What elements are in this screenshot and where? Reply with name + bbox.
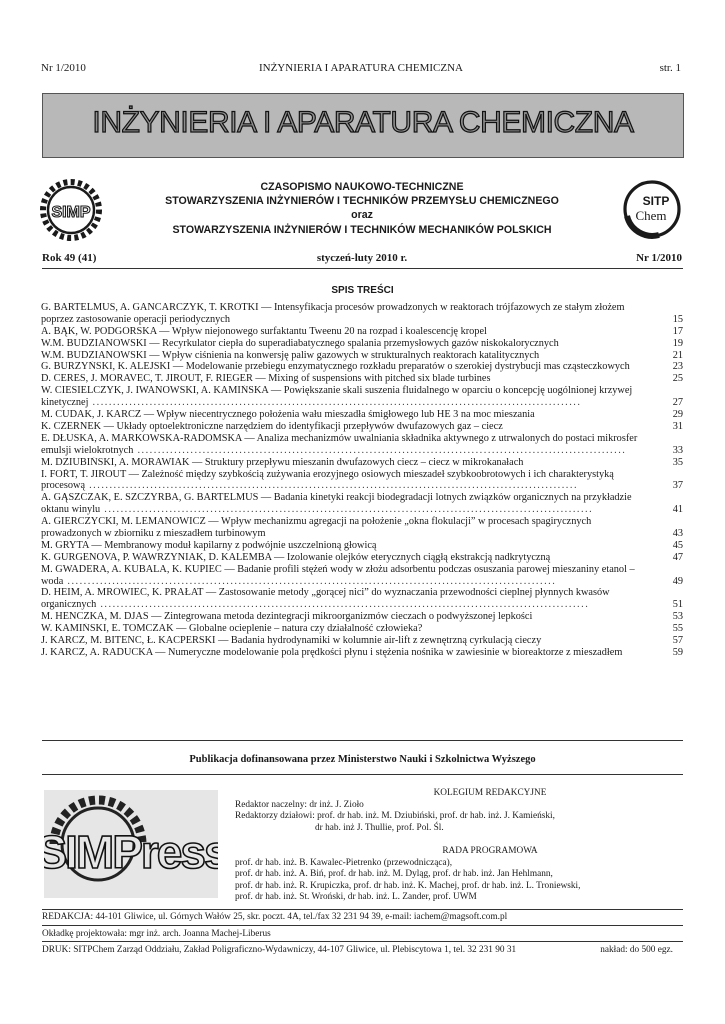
toc-entry-text: D. HEIM, A. MRÓWIEC, K. PRAŁAT — Zastosowanie metody „gorącej nici” do wyznaczania przewodności cieplnej płynnych kwasów organicznych ........................................................................................................................ bbox=[41, 587, 610, 611]
dot-leader: ........................................................................................................................ bbox=[85, 480, 579, 492]
toc-entry bbox=[41, 587, 683, 611]
toc-entry-page: 23 bbox=[672, 361, 683, 373]
journal-running-title: INŻYNIERIA I APARATURA CHEMICZNA bbox=[258, 62, 464, 74]
cover-designer: Okładkę projektowała: mgr inż. arch. Joanna Machej-Liberus bbox=[42, 929, 271, 939]
toc-entry-text: M. HENCZKA, M. DJAS — Zintegrowana metoda dezintegracji mikroorganizmów cieczach o podwyższonej lepkości bbox=[41, 611, 533, 623]
council-member-line: prof. dr hab. inż. A. Biń, prof. dr hab. inż. M. Dyląg, prof. dr hab. inż. Jan Hehlmann, bbox=[235, 869, 553, 879]
redakcja-address: REDAKCJA: 44-101 Gliwice, ul. Górnych Wałów 25, skr. poczt. 4A, tel./fax 32 231 94 39, e-mail: iachem@magsoft.com.pl bbox=[42, 912, 508, 922]
toc-entry-text: D. CERES, J. MORAVEC, T. JIROUT, F. RIEGER — Mixing of suspensions with pitched six blade turbines bbox=[41, 373, 491, 385]
toc-entry bbox=[41, 385, 683, 409]
issue-date: styczeń-luty 2010 r. bbox=[316, 252, 408, 264]
toc-entry-page: 21 bbox=[672, 349, 683, 361]
toc-entry-page: 45 bbox=[672, 539, 683, 551]
simp-logo bbox=[40, 168, 102, 252]
toc-entry-text: W. CIESIELCZYK, J. IWANOWSKI, A. KAMIŃSKA — Powiększanie skali suszenia fluidalnego w oparciu o koncepcję uogólnionej krzywej kinetycznej ........................................................................................................................ bbox=[41, 385, 633, 409]
publisher-line-4: STOWARZYSZENIA INŻYNIERÓW I TECHNIKÓW MECHANIKÓW POLSKICH bbox=[172, 223, 552, 236]
sitp-chem-logo bbox=[621, 178, 683, 240]
toc-entry bbox=[41, 373, 683, 385]
toc-entry-text: W.M. BUDZIANOWSKI — Wpływ ciśnienia na konwersję paliw gazowych w strukturalnych reaktorach katalitycznych bbox=[41, 349, 540, 361]
board-title: KOLEGIUM REDAKCYJNE bbox=[433, 788, 547, 798]
toc-entry-page: 55 bbox=[672, 623, 683, 635]
chief-editor: Redaktor naczelny: dr inż. J. Zioło bbox=[235, 799, 364, 810]
simpress-logo bbox=[44, 790, 218, 898]
toc-entry-text: G. BURZYŃSKI, K. ALEJSKI — Modelowanie przebiegu enzymatycznego rozkładu preparatów o szerokiej dystrybucji mas cząsteczkowych bbox=[41, 361, 630, 373]
toc-entry-page: 49 bbox=[672, 575, 683, 587]
toc-entry bbox=[41, 457, 683, 469]
divider bbox=[42, 774, 683, 775]
toc-entry-page: 59 bbox=[672, 646, 683, 658]
toc-entry-text: M. GWADERA, A. KUBALA, K. KUPIEC — Badanie profili stężeń wody w złożu adsorbentu podczas osuszania parowej mieszaniny etanol – woda ........................................................................................................................ bbox=[41, 563, 635, 587]
toc-entry-page: 27 bbox=[672, 397, 683, 409]
section-editors-cont: dr hab. inż J. Thullie, prof. Pol. Śl. bbox=[315, 822, 444, 833]
title-banner bbox=[42, 93, 684, 158]
print-run: nakład: do 500 egz. bbox=[600, 945, 673, 955]
divider bbox=[42, 268, 683, 269]
toc-entry bbox=[41, 326, 683, 338]
toc-entry-page: 53 bbox=[672, 611, 683, 623]
toc-heading: SPIS TREŚCI bbox=[331, 285, 394, 296]
toc-entry-text: J. KARCZ, A. RADUCKA — Numeryczne modelowanie pola prędkości płynu i stężenia nośnika w zawiesinie w bioreaktorze z mieszadłem bbox=[41, 646, 623, 658]
toc-entry bbox=[41, 540, 683, 552]
editorial-board bbox=[235, 788, 685, 904]
publisher-block bbox=[120, 180, 604, 237]
journal-title: INŻYNIERIA I APARATURA CHEMICZNA bbox=[92, 106, 634, 139]
toc-entry-page: 33 bbox=[672, 444, 683, 456]
toc-entry bbox=[41, 647, 683, 659]
toc-entry-page: 15 bbox=[672, 313, 683, 325]
toc-entry-text: G. BARTELMUS, A. GANCARCZYK, T. KRÓTKI — Intensyfikacja procesów prowadzonych w reaktorach trójfazowych ze stałym złożem poprzez zastosowanie operacji periodycznych bbox=[41, 302, 625, 325]
toc-entry bbox=[41, 623, 683, 635]
funding-note: Publikacja dofinansowana przez Ministerstwo Nauki i Szkolnictwa Wyższego bbox=[189, 754, 536, 765]
simpress-text: SIMPress bbox=[44, 826, 218, 878]
toc-entry-text: W.M. BUDZIANOWSKI — Recyrkulator ciepła do superadiabatycznego spalania przemysłowych gazów niskokalorycznych bbox=[41, 337, 559, 349]
page-number: str. 1 bbox=[659, 62, 681, 74]
toc-entry bbox=[41, 469, 683, 493]
issue-number: Nr 1/2010 bbox=[636, 252, 682, 264]
toc-entry-text: W. KAMIŃSKI, E. TOMCZAK — Globalne ocieplenie – natura czy działalność człowieka? bbox=[41, 623, 423, 635]
toc-entry-page: 17 bbox=[672, 325, 683, 337]
toc-entry bbox=[41, 350, 683, 362]
simp-logo-text: SIMP bbox=[51, 204, 91, 221]
chem-text: Chem bbox=[635, 208, 667, 223]
divider bbox=[42, 909, 683, 910]
issue-number-top: Nr 1/2010 bbox=[41, 62, 86, 74]
table-of-contents bbox=[41, 302, 683, 659]
toc-entry-page: 35 bbox=[672, 456, 683, 468]
toc-entry bbox=[41, 409, 683, 421]
toc-entry-text: I. FOŘT, T. JIROUT — Zależność między szybkością zużywania erozyjnego osiowych mieszadeł szybkoobrotowych i ich charakterystyką procesową ........................................................................................................................ bbox=[41, 468, 614, 492]
printer: DRUK: SITPChem Zarząd Oddziału, Zakład Poligraficzno-Wydawniczy, 44-107 Gliwice, ul. Plebiscytowa 1, tel. 32 231 90 31 bbox=[42, 945, 517, 955]
divider bbox=[42, 941, 683, 942]
toc-entry-text: M. CUDAK, J. KARCZ — Wpływ niecentrycznego położenia wału mieszadła śmigłowego lub HE 3 na moc mieszania bbox=[41, 409, 535, 421]
toc-entry bbox=[41, 516, 683, 540]
toc-entry-text: E. DŁUSKA, A. MARKOWSKA-RADOMSKA — Analiza mechanizmów uwalniania składnika aktywnego z utrwalonych do postaci mikrosfer emulsji wielokrotnych ........................................................................................................................ bbox=[41, 432, 638, 456]
toc-entry-text: M. GRYTA — Membranowy moduł kapilarny z podwójnie uszczelnioną głowicą bbox=[41, 539, 377, 551]
toc-entry bbox=[41, 302, 683, 326]
toc-entry-text: A. GĄSZCZAK, E. SZCZYRBA, G. BARTELMUS — Badania kinetyki reakcji biodegradacji lotnych związków organicznych na przykładzie oktanu winylu ........................................................................................................................ bbox=[41, 492, 632, 516]
dot-leader: ........................................................................................................................ bbox=[63, 575, 557, 587]
toc-entry-page: 29 bbox=[672, 409, 683, 421]
divider bbox=[42, 925, 683, 926]
toc-entry bbox=[41, 552, 683, 564]
toc-entry-text: K. GURGENOVA, P. WAWRZYNIAK, D. KALEMBA — Izolowanie olejków eterycznych ciągłą ekstrakcją nadkrytyczną bbox=[41, 551, 551, 563]
dot-leader: ........................................................................................................................ bbox=[133, 444, 627, 456]
dot-leader: ........................................................................................................................ bbox=[96, 599, 590, 611]
toc-entry-page: 31 bbox=[672, 420, 683, 432]
toc-entry-page: 41 bbox=[672, 504, 683, 516]
toc-entry-page: 51 bbox=[672, 599, 683, 611]
toc-entry bbox=[41, 611, 683, 623]
toc-entry-page: 37 bbox=[672, 480, 683, 492]
toc-entry-text: M. DZIUBIŃSKI, A. MORAWIAK — Struktury przepływu mieszanin dwufazowych ciecz – ciecz w mikrokanałach bbox=[41, 456, 524, 468]
issue-line bbox=[42, 252, 682, 266]
divider bbox=[42, 740, 683, 741]
council-title: RADA PROGRAMOWA bbox=[442, 846, 538, 856]
toc-entry-text: K. CZERNEK — Układy optoelektroniczne narzędziem do identyfikacji przepływów dwufazowych gaz – ciecz bbox=[41, 420, 503, 432]
toc-entry bbox=[41, 564, 683, 588]
council-member-line: prof. dr hab. inż. R. Krupiczka, prof. dr hab. inż. K. Machej, prof. dr hab. inż. L. Troniewski, bbox=[235, 880, 581, 891]
toc-entry bbox=[41, 361, 683, 373]
publisher-line-3: oraz bbox=[351, 209, 373, 222]
sitp-text: SITP bbox=[642, 194, 670, 208]
toc-entry bbox=[41, 338, 683, 350]
toc-entry-text: J. KARCZ, M. BITENC, Ł. KACPERSKI — Badania hydrodynamiki w kolumnie air-lift z zewnętrzną cyrkulacją cieczy bbox=[41, 635, 542, 647]
volume-year: Rok 49 (41) bbox=[42, 252, 97, 264]
print-line bbox=[42, 945, 683, 955]
toc-entry-page: 19 bbox=[672, 337, 683, 349]
toc-entry-page: 25 bbox=[672, 373, 683, 385]
publisher-line-2: STOWARZYSZENIA INŻYNIERÓW I TECHNIKÓW PRZEMYSŁU CHEMICZNEGO bbox=[165, 195, 559, 208]
toc-entry bbox=[41, 433, 683, 457]
council-member-line: prof. dr hab. inż. B. Kawalec-Pietrenko (przewodnicząca), bbox=[235, 857, 453, 868]
toc-entry bbox=[41, 421, 683, 433]
dot-leader: ........................................................................................................................ bbox=[88, 397, 582, 409]
council-member-line: prof. dr hab. inż. St. Wroński, dr hab. inż. L. Zander, prof. UWM bbox=[235, 892, 477, 902]
toc-entry bbox=[41, 635, 683, 647]
toc-entry-text: A. GIERCZYCKI, M. LEMANOWICZ — Wpływ mechanizmu agregacji na położenie „okna flokulacji” w procesach spagirycznych prowadzonych w zbiorniku z mieszadłem turbinowym bbox=[41, 516, 592, 540]
publisher-line-1: CZASOPISMO NAUKOWO-TECHNICZNE bbox=[260, 181, 464, 193]
toc-entry-page: 47 bbox=[672, 551, 683, 563]
dot-leader: ........................................................................................................................ bbox=[100, 504, 594, 516]
toc-entry-page: 57 bbox=[672, 635, 683, 647]
toc-entry-text: A. BĄK, W. PODGÓRSKA — Wpływ niejonowego surfaktantu Tweenu 20 na rozpad i koalescencję kropel bbox=[41, 325, 487, 337]
running-header bbox=[41, 62, 681, 76]
toc-entry bbox=[41, 492, 683, 516]
toc-entry-page: 43 bbox=[672, 528, 683, 539]
section-editors: Redaktorzy działowi: prof. dr hab. inż. M. Dziubiński, prof. dr hab. inż. J. Kamieński, bbox=[235, 811, 555, 821]
